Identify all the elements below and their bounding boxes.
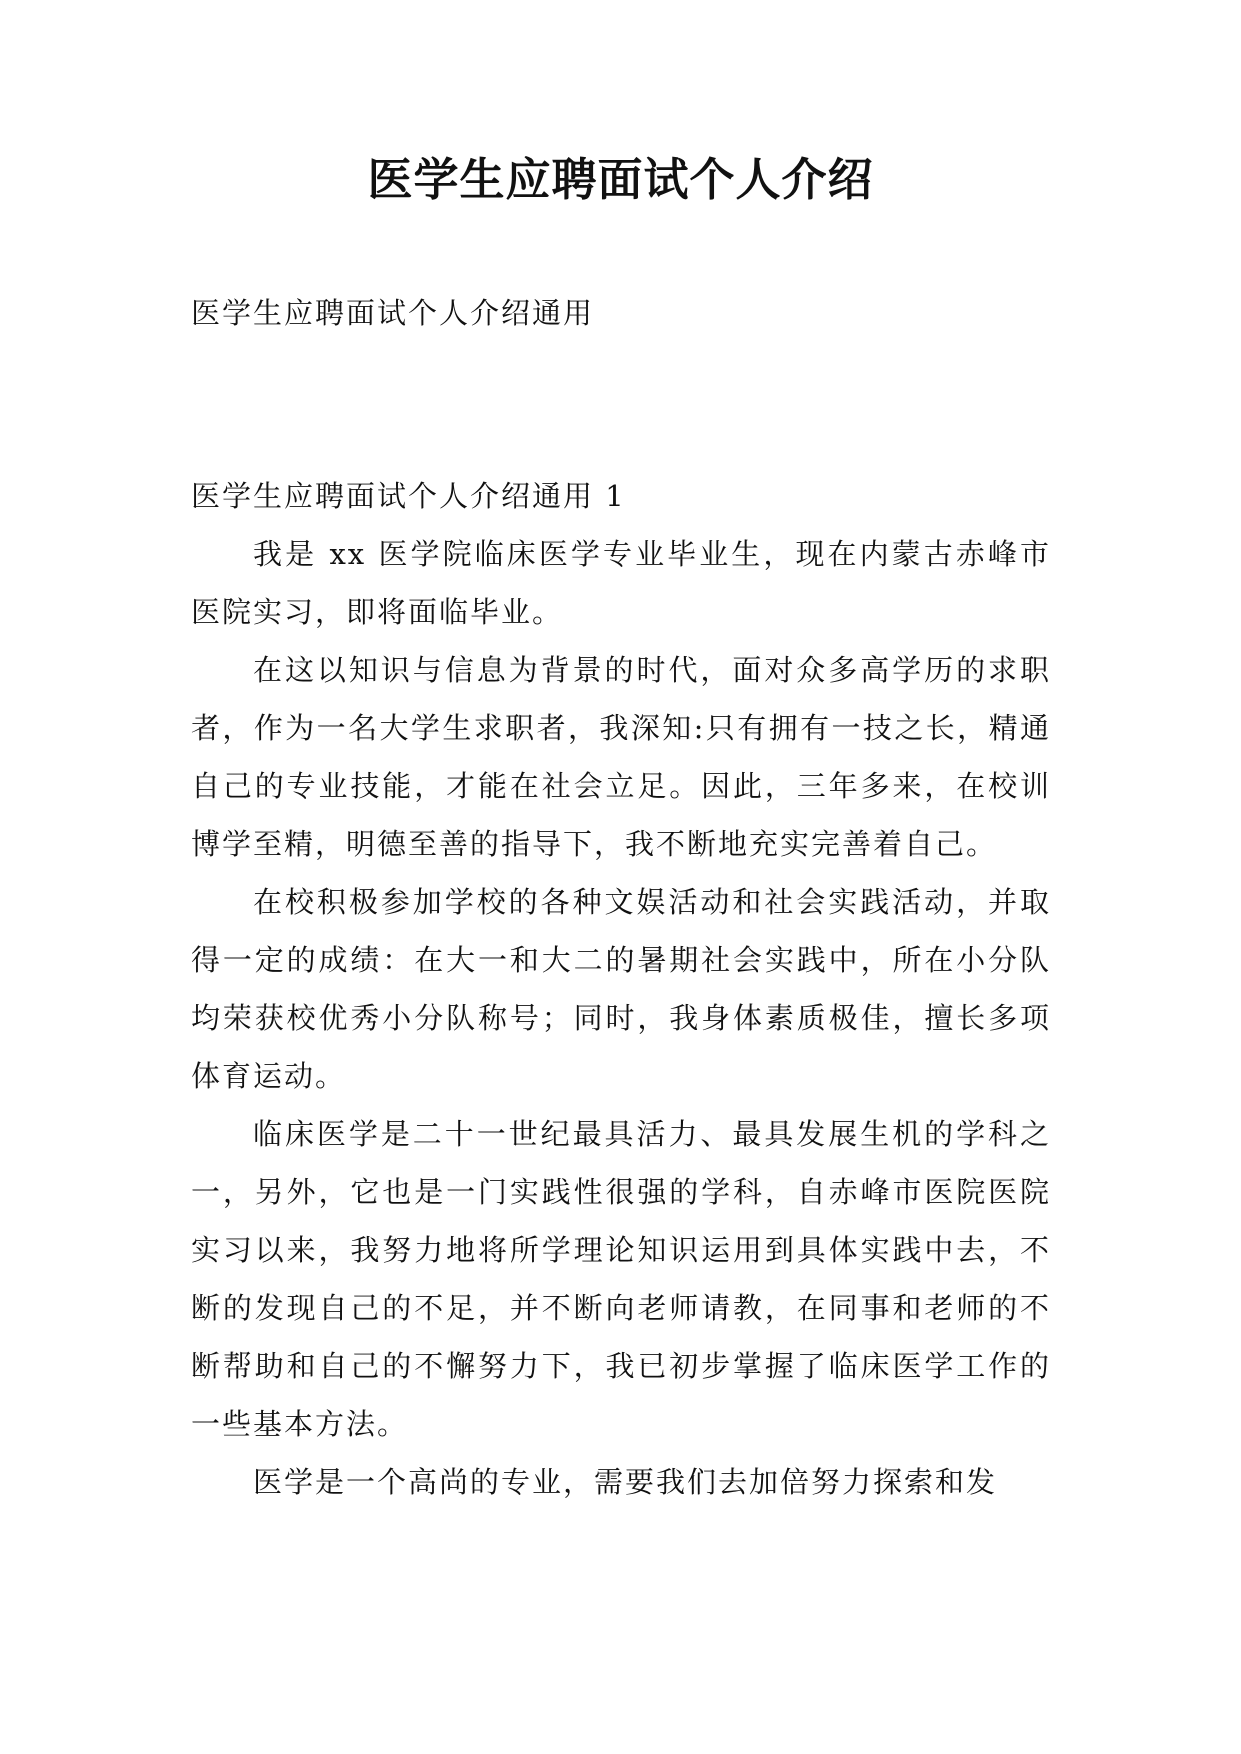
- paragraph-5: 医学是一个高尚的专业，需要我们去加倍努力探索和发: [253, 1465, 998, 1499]
- document-subtitle: 医学生应聘面试个人介绍通用: [191, 296, 595, 330]
- paragraph-2: 在这以知识与信息为背景的时代，面对众多高学历的求职者，作为一名大学生求职者，我深知:只有拥有一技之长，精通自己的专业技能，才能在社会立足。因此，三年多来，在校训博学至精，明德至善的指导下，我不断地充实完善着自己。: [191, 653, 1051, 861]
- section-heading: 医学生应聘面试个人介绍通用 1: [191, 479, 626, 513]
- document-title: 医学生应聘面试个人介绍: [367, 153, 874, 206]
- document-body: [191, 467, 1051, 1511]
- paragraph-4: 临床医学是二十一世纪最具活力、最具发展生机的学科之一，另外，它也是一门实践性很强的学科，自赤峰市医院医院实习以来，我努力地将所学理论知识运用到具体实践中去，不断的发现自己的不足，并不断向老师请教，在同事和老师的不断帮助和自己的不懈努力下，我已初步掌握了临床医学工作的一些基本方法。: [191, 1117, 1051, 1441]
- paragraph-3: 在校积极参加学校的各种文娱活动和社会实践活动，并取得一定的成绩：在大一和大二的暑期社会实践中，所在小分队均荣获校优秀小分队称号；同时，我身体素质极佳，擅长多项体育运动。: [191, 885, 1051, 1093]
- paragraph-1: 我是 xx 医学院临床医学专业毕业生，现在内蒙古赤峰市医院实习，即将面临毕业。: [191, 537, 1051, 629]
